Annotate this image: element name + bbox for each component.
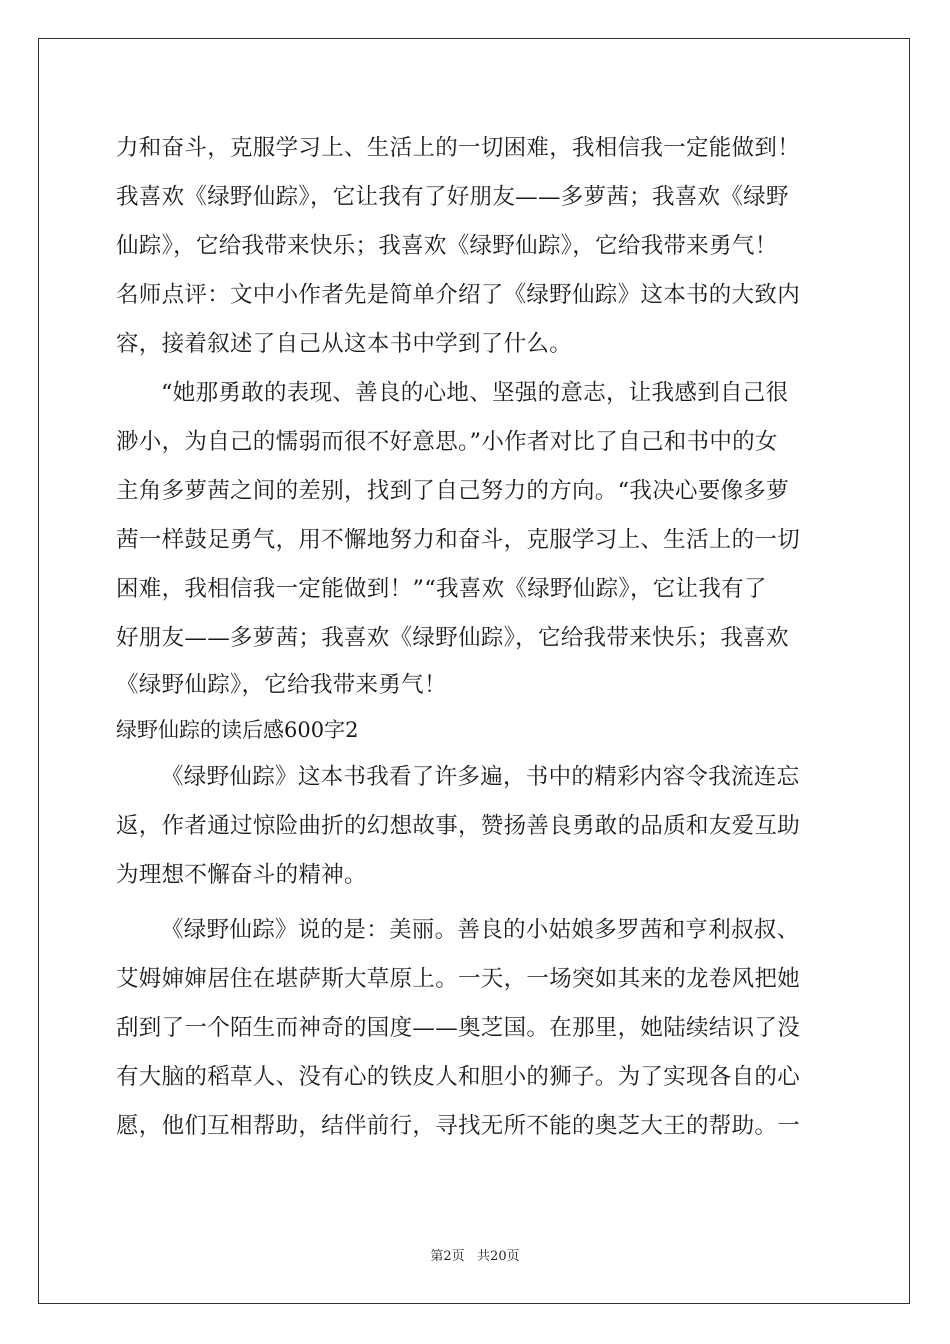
text-line: 茜一样鼓足勇气，用不懈地努力和奋斗，克服学习上、生活上的一切: [116, 527, 801, 553]
text-line: 返，作者通过惊险曲折的幻想故事，赞扬善良勇敢的品质和友爱互助: [116, 813, 801, 839]
text-line: 主角多萝茜之间的差别，找到了自己努力的方向。“我决心要像多萝: [116, 478, 790, 504]
text-line: 好朋友——多萝茜；我喜欢《绿野仙踪》，它给我带来快乐；我喜欢: [116, 625, 789, 651]
text-line: 刮到了一个陌生而神奇的国度——奥芝国。在那里，她陆续结识了没: [116, 1015, 801, 1041]
text-line: 仙踪》，它给我带来快乐；我喜欢《绿野仙踪》，它给我带来勇气！: [116, 233, 778, 259]
text-line: 愿，他们互相帮助，结伴前行，寻找无所不能的奥芝大王的帮助。一: [116, 1113, 801, 1139]
text-line: 力和奋斗，克服学习上、生活上的一切困难，我相信我一定能做到！: [116, 135, 801, 161]
text-line: 困难，我相信我一定能做到！”“我喜欢《绿野仙踪》，它让我有了: [116, 576, 767, 602]
text-line: 艾姆婶婶居住在堪萨斯大草原上。一天，一场突如其来的龙卷风把她: [116, 966, 801, 992]
text-line: 名师点评：文中小作者先是简单介绍了《绿野仙踪》这本书的大致内: [116, 282, 801, 308]
text-line: 《绿野仙踪》，它给我带来勇气！: [116, 672, 447, 698]
text-line: 为理想不懈奋斗的精神。: [116, 862, 367, 888]
text-line: 容，接着叙述了自己从这本书中学到了什么。: [116, 331, 573, 357]
text-line: “她那勇敢的表现、善良的心地、坚强的意志，让我感到自己很: [161, 380, 789, 406]
text-line: 有大脑的稻草人、没有心的铁皮人和胆小的狮子。为了实现各自的心: [116, 1064, 801, 1090]
document-body: [116, 124, 836, 1151]
page-number: 第2页 共20页: [430, 1249, 520, 1264]
section-heading: 绿野仙踪的读后感600字2: [116, 718, 359, 742]
text-line: 《绿野仙踪》这本书我看了许多遍，书中的精彩内容令我流连忘: [161, 764, 800, 790]
text-line: 我喜欢《绿野仙踪》，它让我有了好朋友——多萝茜；我喜欢《绿野: [116, 184, 789, 210]
text-line: 《绿野仙踪》说的是：美丽。善良的小姑娘多罗茜和亨利叔叔、: [161, 917, 800, 943]
text-line: 渺小，为自己的懦弱而很不好意思。”小作者对比了自己和书中的女: [116, 429, 778, 455]
